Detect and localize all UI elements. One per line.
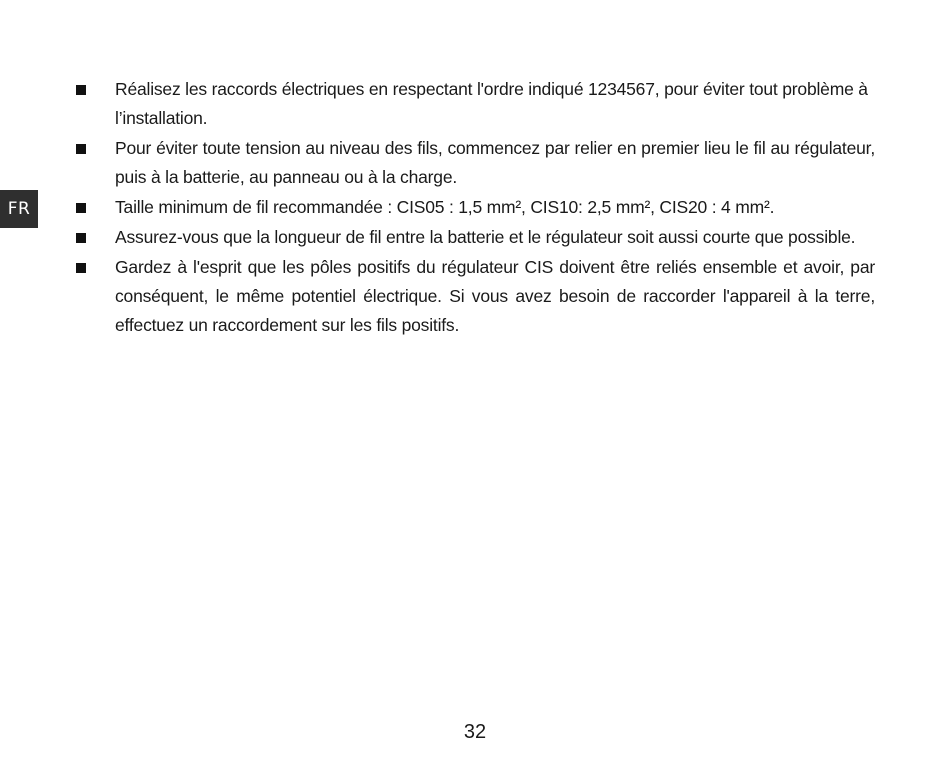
- list-item-text: Réalisez les raccords électriques en respectant l'ordre indiqué 1234567, pour éviter tout problème à l’installation.: [115, 79, 868, 128]
- list-item: [0, 193, 950, 222]
- square-bullet-icon: [76, 233, 86, 243]
- list-item-text: Gardez à l'esprit que les pôles positifs du régulateur CIS doivent être reliés ensemble et avoir, par conséquent, le même potentiel électrique. Si vous avez besoin de raccorder l'appareil à la terre, effectuez un raccordement sur les fils positifs.: [115, 257, 875, 335]
- square-bullet-icon: [76, 85, 86, 95]
- instruction-list: [0, 75, 950, 341]
- list-item-text: Assurez-vous que la longueur de fil entre la batterie et le régulateur soit aussi courte que possible.: [115, 227, 856, 247]
- list-item: [0, 134, 950, 192]
- list-item-text: Pour éviter toute tension au niveau des fils, commencez par relier en premier lieu le fil au régulateur, puis à la batterie, au panneau ou à la charge.: [115, 138, 875, 187]
- list-item: [0, 223, 950, 252]
- square-bullet-icon: [76, 144, 86, 154]
- language-tab: FR: [0, 190, 38, 228]
- square-bullet-icon: [76, 263, 86, 273]
- list-item: [0, 75, 950, 133]
- list-item-text: Taille minimum de fil recommandée : CIS05 : 1,5 mm², CIS10: 2,5 mm², CIS20 : 4 mm².: [115, 197, 775, 217]
- list-item: [0, 253, 950, 340]
- page-number: 32: [463, 721, 487, 743]
- square-bullet-icon: [76, 203, 86, 213]
